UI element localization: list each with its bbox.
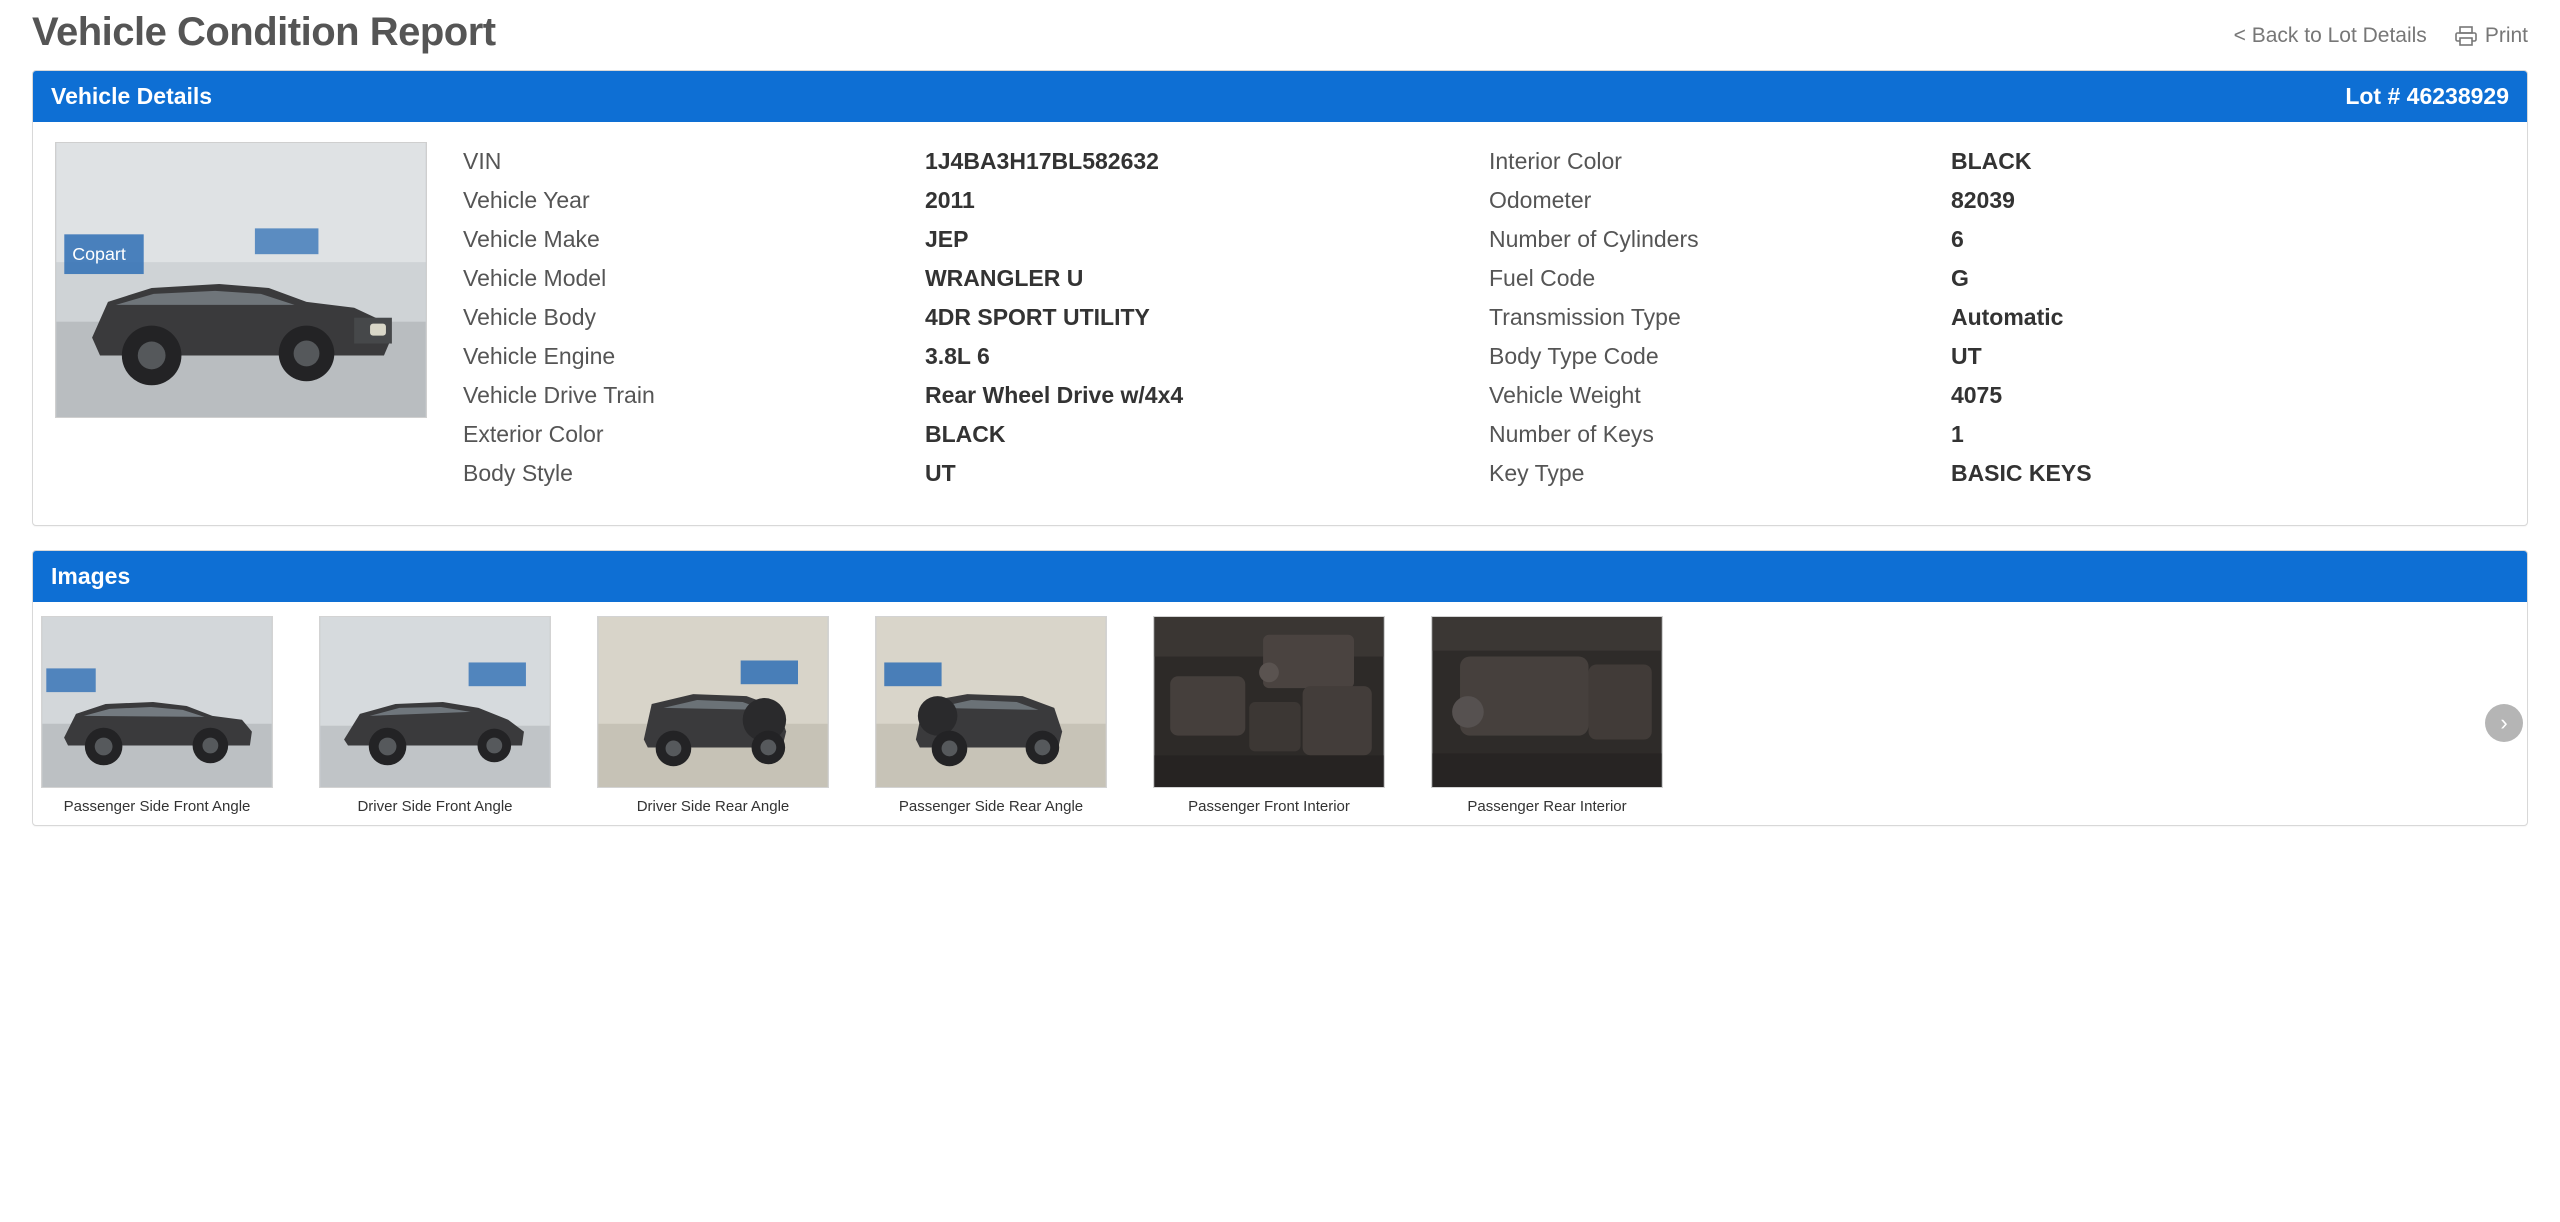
images-carousel <box>33 602 2527 825</box>
spec-value: Automatic <box>1950 304 2064 330</box>
thumbnail-image[interactable] <box>1431 616 1663 788</box>
spec-row <box>453 148 1479 187</box>
spec-row <box>453 304 1479 343</box>
thumbnail-image[interactable] <box>1153 616 1385 788</box>
spec-row <box>453 382 1479 421</box>
spec-label: Transmission Type <box>1489 304 1681 330</box>
spec-label: Vehicle Model <box>463 265 607 291</box>
spec-value: 2011 <box>924 187 975 213</box>
thumbnail-item[interactable] <box>875 616 1107 815</box>
thumbnail-caption: Passenger Rear Interior <box>1467 798 1627 815</box>
spec-row <box>1479 187 2505 226</box>
spec-label: Interior Color <box>1489 148 1622 174</box>
thumbnail-image[interactable] <box>597 616 829 788</box>
spec-label: Fuel Code <box>1489 265 1596 291</box>
thumbnail-item[interactable] <box>1431 616 1663 815</box>
chevron-right-icon: › <box>2500 710 2508 735</box>
spec-row <box>1479 265 2505 304</box>
images-panel <box>32 550 2528 826</box>
spec-value: 3.8L 6 <box>924 343 990 369</box>
thumbnail-caption: Passenger Side Front Angle <box>63 798 251 815</box>
thumbnail-caption: Driver Side Front Angle <box>357 798 513 815</box>
page-title: Vehicle Condition Report <box>32 10 496 54</box>
print-button[interactable] <box>2455 24 2528 48</box>
images-title: Images <box>51 563 131 589</box>
spec-value: UT <box>1950 343 1982 369</box>
spec-label: Vehicle Drive Train <box>463 382 655 408</box>
spec-label: Vehicle Year <box>463 187 590 213</box>
thumbnail-image[interactable] <box>319 616 551 788</box>
vehicle-spec-column-left <box>453 148 1479 499</box>
spec-row <box>1479 304 2505 343</box>
thumbnail-item[interactable] <box>41 616 273 815</box>
spec-row <box>1479 460 2505 499</box>
thumbnail-image[interactable] <box>41 616 273 788</box>
spec-value: 4075 <box>1950 382 2003 408</box>
spec-label: Body Style <box>463 460 573 486</box>
printer-icon <box>2455 26 2477 46</box>
spec-value: 82039 <box>1950 187 2015 213</box>
vehicle-details-panel <box>32 70 2528 526</box>
spec-row <box>453 226 1479 265</box>
lot-number: Lot # 46238929 <box>2345 83 2509 109</box>
spec-value: BLACK <box>924 421 1006 447</box>
spec-row <box>1479 343 2505 382</box>
spec-value: 1 <box>1950 421 1964 447</box>
spec-value: 1J4BA3H17BL582632 <box>924 148 1159 174</box>
spec-label: Vehicle Make <box>463 226 600 252</box>
spec-label: Number of Cylinders <box>1489 226 1699 252</box>
spec-label: Vehicle Engine <box>463 343 616 369</box>
spec-value: Rear Wheel Drive w/4x4 <box>924 382 1184 408</box>
spec-label: Vehicle Weight <box>1489 382 1641 408</box>
spec-row <box>1479 148 2505 187</box>
spec-row <box>453 421 1479 460</box>
spec-label: Exterior Color <box>463 421 604 447</box>
spec-label: Odometer <box>1489 187 1592 213</box>
vehicle-details-body <box>33 122 2527 525</box>
vehicle-hero-image[interactable] <box>55 142 427 418</box>
vehicle-details-panel-header <box>33 71 2527 122</box>
print-label: Print <box>2484 24 2528 47</box>
svg-text:Copart: Copart <box>72 244 126 265</box>
spec-row <box>453 187 1479 226</box>
spec-value: BASIC KEYS <box>1950 460 2092 486</box>
thumbnail-caption: Passenger Side Rear Angle <box>898 798 1084 815</box>
thumbnail-item[interactable] <box>597 616 829 815</box>
spec-label: VIN <box>463 148 502 174</box>
back-to-lot-details-link[interactable]: < Back to Lot Details <box>2233 24 2427 47</box>
page-header <box>32 0 2528 70</box>
thumbnail-caption: Passenger Front Interior <box>1188 798 1350 815</box>
spec-label: Key Type <box>1489 460 1585 486</box>
thumbnail-item[interactable] <box>1153 616 1385 815</box>
vehicle-spec-columns <box>453 142 2505 499</box>
header-actions <box>2234 10 2528 48</box>
spec-value: JEP <box>924 226 969 252</box>
thumbnail-item[interactable] <box>319 616 551 815</box>
spec-row <box>453 265 1479 304</box>
vehicle-spec-column-right <box>1479 148 2505 499</box>
spec-label: Vehicle Body <box>463 304 596 330</box>
thumbnail-image[interactable] <box>875 616 1107 788</box>
spec-label: Body Type Code <box>1489 343 1659 369</box>
spec-label: Number of Keys <box>1489 421 1654 447</box>
spec-value: UT <box>924 460 956 486</box>
images-panel-header <box>33 551 2527 602</box>
carousel-next-button[interactable] <box>2485 704 2523 742</box>
spec-row <box>453 460 1479 499</box>
vehicle-details-title: Vehicle Details <box>51 83 213 109</box>
spec-value: 6 <box>1950 226 1964 252</box>
spec-value: G <box>1950 265 1969 291</box>
spec-value: 4DR SPORT UTILITY <box>924 304 1150 330</box>
spec-row <box>1479 382 2505 421</box>
spec-value: BLACK <box>1950 148 2032 174</box>
spec-row <box>453 343 1479 382</box>
spec-value: WRANGLER U <box>924 265 1084 291</box>
thumbnail-track <box>33 610 2527 825</box>
thumbnail-caption: Driver Side Rear Angle <box>636 798 790 815</box>
spec-row <box>1479 226 2505 265</box>
spec-row <box>1479 421 2505 460</box>
